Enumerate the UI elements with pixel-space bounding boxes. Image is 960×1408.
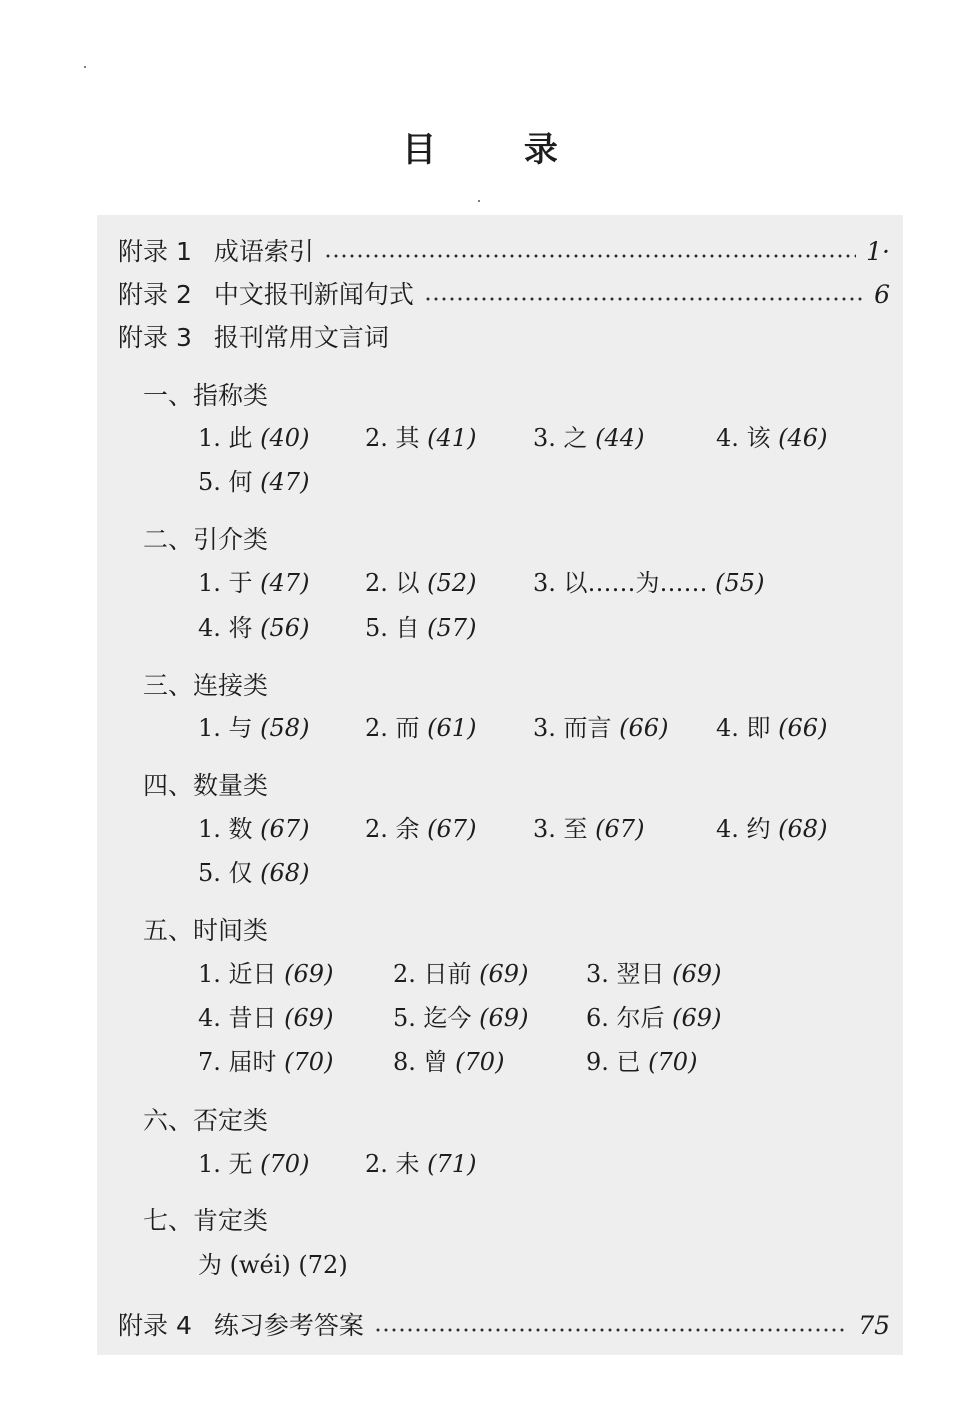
dot-leader — [324, 253, 856, 259]
entry-word: 5. 何 — [198, 468, 253, 496]
toc-entry[interactable] — [716, 711, 827, 745]
entry-word: 4. 该 — [716, 424, 771, 452]
appendix-label: 附录 3 — [118, 323, 192, 352]
toc-entry-appendix-4[interactable] — [118, 1310, 890, 1342]
entry-page: (66) — [619, 714, 669, 742]
entry-page: (70) — [455, 1048, 505, 1076]
entry-page: (55) — [715, 569, 765, 597]
toc-entry[interactable] — [393, 957, 528, 991]
entry-page: (68) — [778, 815, 828, 843]
appendix-title: 报刊常用文言词 — [213, 323, 389, 352]
appendix-title: 成语索引 — [213, 237, 314, 266]
page-title: 目 录 — [402, 130, 596, 170]
toc-entry[interactable] — [586, 1001, 721, 1035]
entry-row — [198, 856, 898, 890]
appendix-label: 附录 1 — [118, 237, 192, 266]
toc-entry[interactable] — [198, 856, 309, 890]
entry-word: 9. 已 — [586, 1048, 641, 1076]
toc-entry[interactable] — [198, 465, 309, 499]
entry-row — [198, 1001, 898, 1035]
toc-entry[interactable] — [198, 1147, 309, 1181]
entry-row — [198, 812, 898, 846]
entry-page: (41) — [427, 424, 477, 452]
toc-entry[interactable] — [716, 421, 827, 455]
entry-page: (46) — [778, 424, 828, 452]
section-heading: 二、引介类 — [143, 525, 269, 554]
entry-word: 3. 至 — [533, 815, 588, 843]
entry-row — [198, 465, 898, 499]
entry-page: (44) — [595, 424, 645, 452]
toc-entry[interactable] — [533, 812, 644, 846]
entry-word: 2. 其 — [365, 424, 420, 452]
entry-page: (69) — [672, 1004, 722, 1032]
appendix-page: 75 — [858, 1311, 890, 1340]
entry-row — [198, 711, 898, 745]
toc-entry[interactable] — [198, 611, 309, 645]
entry-word: 3. 翌日 — [586, 960, 665, 988]
toc-entry[interactable] — [533, 421, 644, 455]
entry-page: (69) — [672, 960, 722, 988]
entry-page: (70) — [648, 1048, 698, 1076]
toc-entry[interactable] — [365, 812, 476, 846]
section-heading: 七、肯定类 — [143, 1206, 269, 1235]
entry-row — [198, 957, 898, 991]
entry-word: 2. 而 — [365, 714, 420, 742]
entry-word: 2. 余 — [365, 815, 420, 843]
entry-page: (58) — [260, 714, 310, 742]
section-heading: 一、指称类 — [143, 381, 269, 410]
dot-leader — [424, 296, 864, 302]
toc-entry[interactable] — [586, 957, 721, 991]
toc-entry[interactable] — [586, 1045, 697, 1079]
dot-leader — [374, 1327, 848, 1333]
entry-page: (69) — [284, 960, 334, 988]
entry-page: (68) — [260, 859, 310, 887]
entry-word: 1. 数 — [198, 815, 253, 843]
entry-word: 4. 约 — [716, 815, 771, 843]
entry-page: (71) — [427, 1150, 477, 1178]
entry-row — [198, 421, 898, 455]
entry-word: 5. 仅 — [198, 859, 253, 887]
appendix-label: 附录 4 — [118, 1311, 192, 1340]
appendix-label: 附录 2 — [118, 280, 192, 309]
entry-word: 8. 曾 — [393, 1048, 448, 1076]
scan-speck — [478, 200, 480, 202]
toc-entry-appendix-1[interactable] — [118, 236, 890, 268]
entry-page: (67) — [595, 815, 645, 843]
entry-row — [198, 1248, 898, 1282]
toc-entry[interactable] — [198, 566, 309, 600]
entry-word: 1. 此 — [198, 424, 253, 452]
appendix-title: 练习参考答案 — [213, 1311, 364, 1340]
entry-page: (69) — [479, 1004, 529, 1032]
entry-word: 1. 与 — [198, 714, 253, 742]
appendix-page: 6 — [874, 280, 890, 309]
entry-page: (57) — [427, 614, 477, 642]
section-heading: 四、数量类 — [143, 771, 269, 800]
appendix-title: 中文报刊新闻句式 — [213, 280, 414, 309]
entry-page: (70) — [260, 1150, 310, 1178]
entry-page: (40) — [260, 424, 310, 452]
toc-entry[interactable] — [365, 611, 476, 645]
entry-word: 6. 尔后 — [586, 1004, 665, 1032]
toc-entry[interactable] — [533, 566, 764, 600]
entry-word: 2. 未 — [365, 1150, 420, 1178]
entry-page: (67) — [427, 815, 477, 843]
toc-entry-appendix-2[interactable] — [118, 279, 890, 311]
toc-entry[interactable] — [393, 1045, 504, 1079]
appendix-page: 1· — [866, 237, 890, 266]
entry-word: 3. 而言 — [533, 714, 612, 742]
toc-entry[interactable] — [365, 711, 476, 745]
entry-word: 4. 将 — [198, 614, 253, 642]
toc-entry[interactable] — [198, 1001, 333, 1035]
toc-entry[interactable] — [198, 421, 309, 455]
entry-word: 3. 之 — [533, 424, 588, 452]
entry-page: (61) — [427, 714, 477, 742]
entry-page: (69) — [284, 1004, 334, 1032]
entry-page: (70) — [284, 1048, 334, 1076]
entry-word: 2. 以 — [365, 569, 420, 597]
toc-entry[interactable] — [393, 1001, 528, 1035]
entry-page: (52) — [427, 569, 477, 597]
toc-entry[interactable] — [198, 812, 309, 846]
entry-word: 1. 于 — [198, 569, 253, 597]
toc-entry[interactable] — [716, 812, 827, 846]
toc-entry-appendix-3[interactable] — [118, 322, 890, 354]
entry-row — [198, 566, 898, 600]
entry-word: 5. 迄今 — [393, 1004, 472, 1032]
entry-page: (67) — [260, 815, 310, 843]
section-heading: 三、连接类 — [143, 671, 269, 700]
entry-page: (66) — [778, 714, 828, 742]
entry-word: 4. 昔日 — [198, 1004, 277, 1032]
entry-word: 2. 日前 — [393, 960, 472, 988]
toc-entry[interactable] — [365, 566, 476, 600]
scan-speck — [84, 66, 86, 68]
entry-word: 4. 即 — [716, 714, 771, 742]
entry-row — [198, 611, 898, 645]
entry-page: (72) — [298, 1251, 348, 1279]
toc-entry[interactable] — [198, 711, 309, 745]
toc-entry[interactable] — [198, 1248, 348, 1282]
toc-entry[interactable] — [198, 957, 333, 991]
section-heading: 六、否定类 — [143, 1106, 269, 1135]
entry-page: (69) — [479, 960, 529, 988]
entry-word: 1. 无 — [198, 1150, 253, 1178]
toc-entry[interactable] — [198, 1045, 333, 1079]
entry-word: 3. 以……为…… — [533, 569, 708, 597]
entry-word: 1. 近日 — [198, 960, 277, 988]
section-heading: 五、时间类 — [143, 916, 269, 945]
entry-row — [198, 1147, 898, 1181]
toc-entry[interactable] — [365, 421, 476, 455]
toc-entry[interactable] — [365, 1147, 476, 1181]
toc-entry[interactable] — [533, 711, 668, 745]
entry-page: (56) — [260, 614, 310, 642]
entry-word: 为 (wéi) — [198, 1251, 291, 1279]
entry-page: (47) — [260, 468, 310, 496]
entry-page: (47) — [260, 569, 310, 597]
entry-word: 5. 自 — [365, 614, 420, 642]
entry-row — [198, 1045, 898, 1079]
entry-word: 7. 届时 — [198, 1048, 277, 1076]
